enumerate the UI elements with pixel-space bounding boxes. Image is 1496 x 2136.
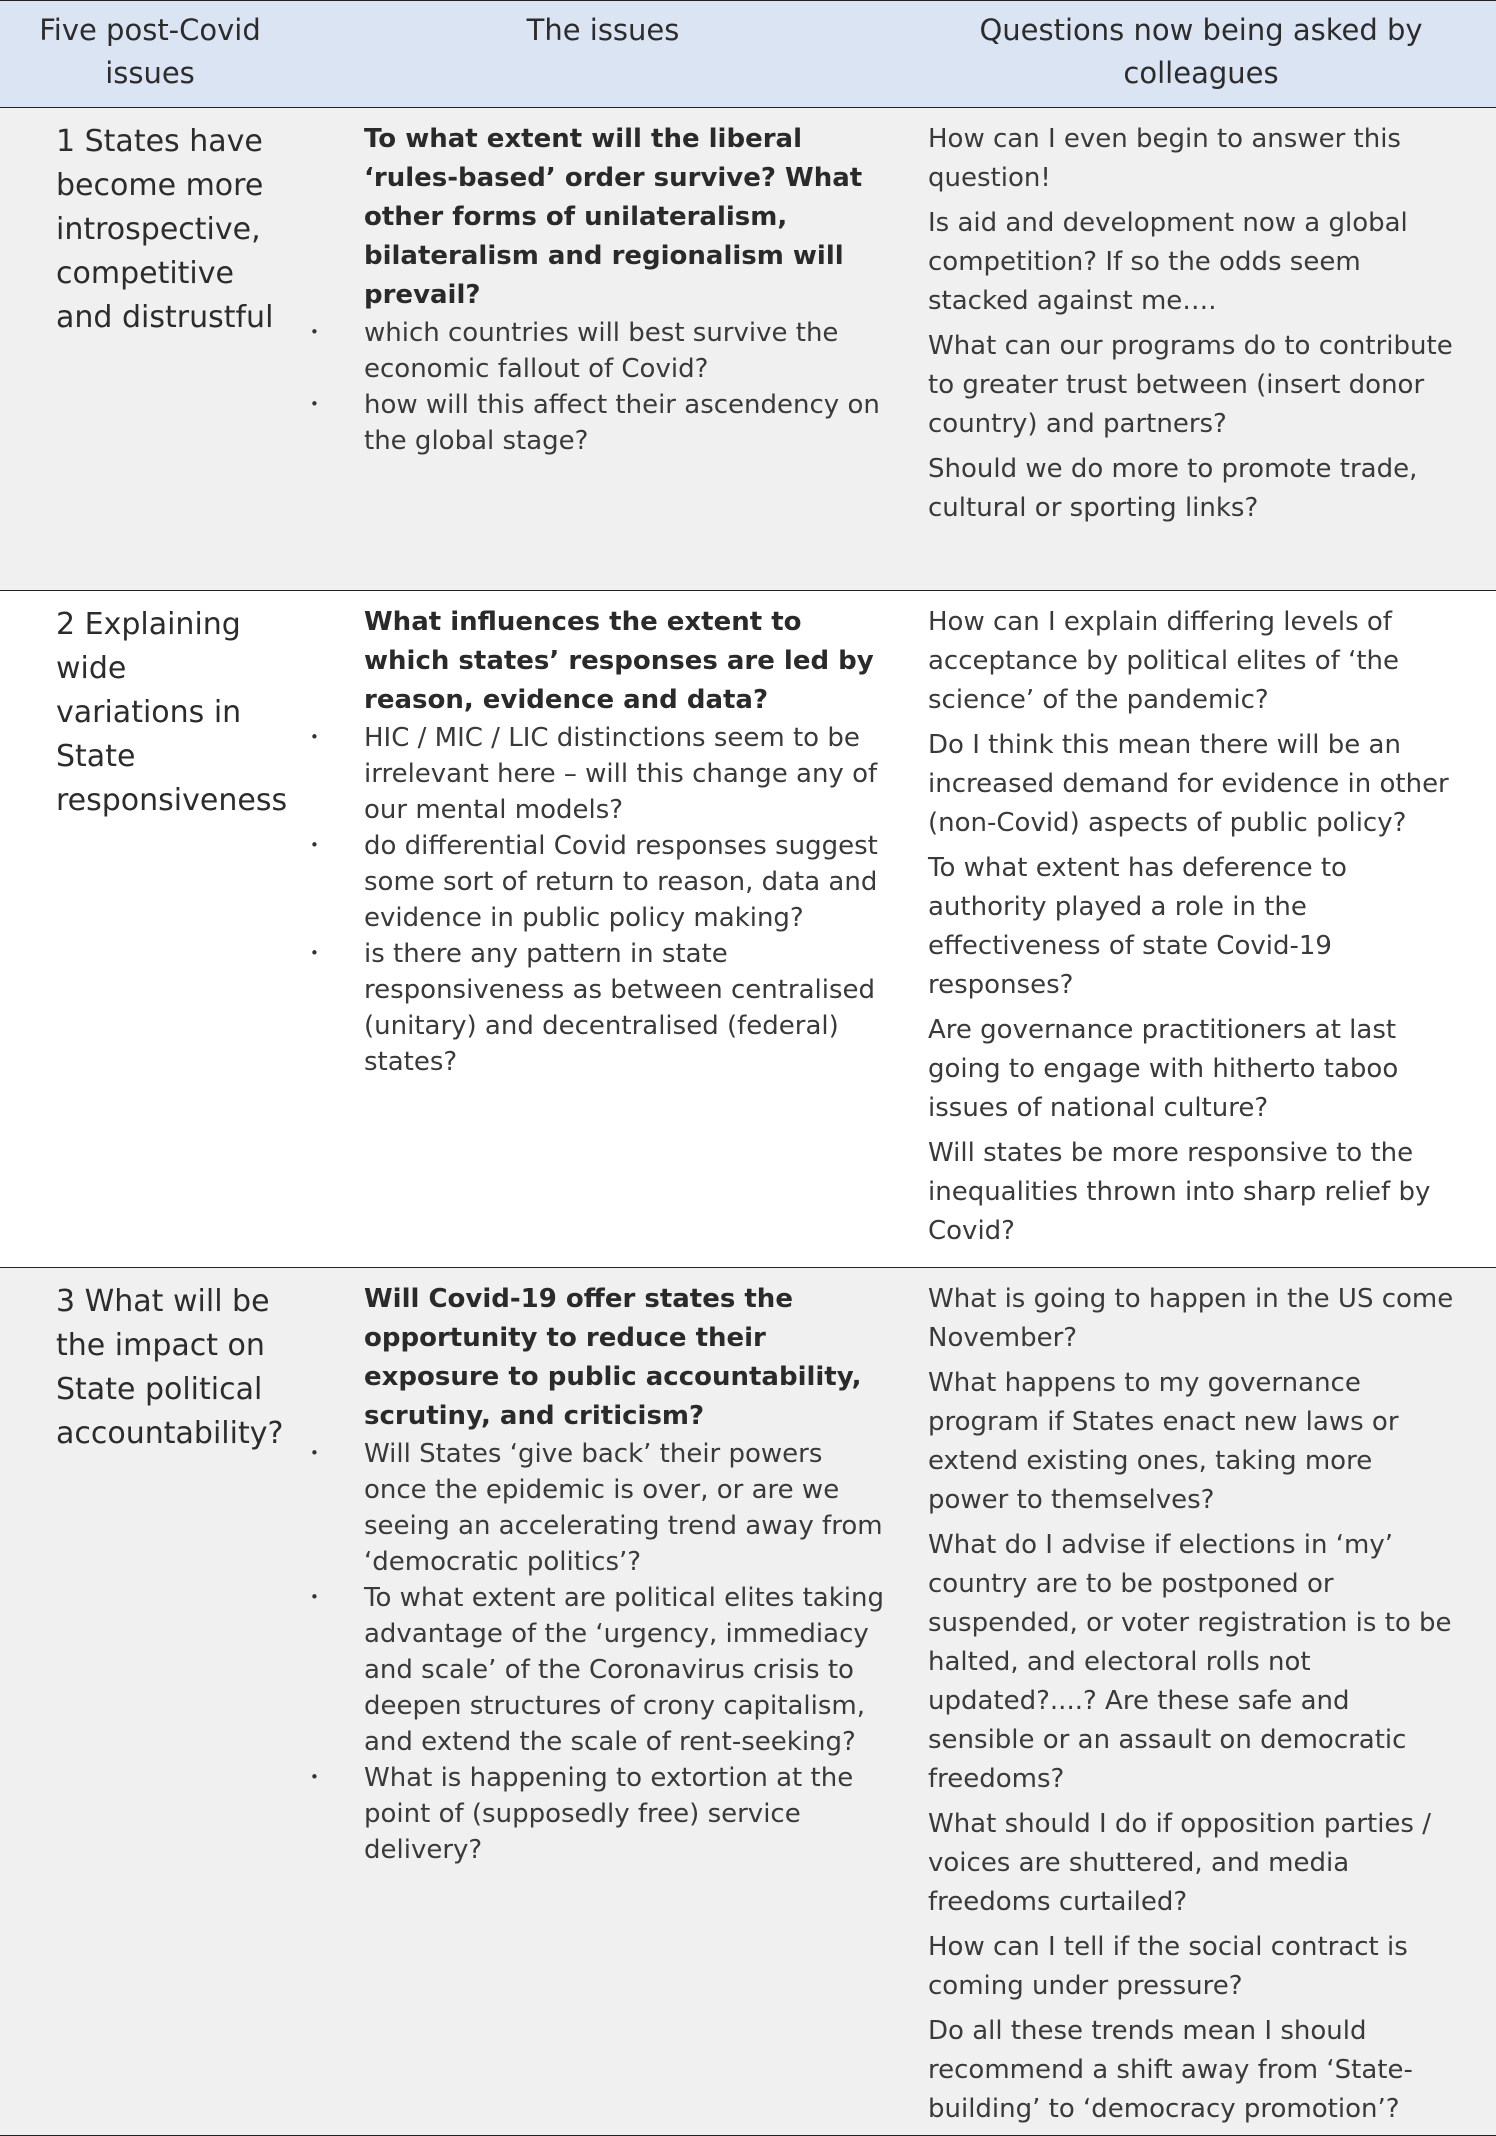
table-row [0,1268,1496,2136]
issue-bullet [300,720,886,828]
table-row [0,108,1496,591]
category-cell [0,108,300,591]
bullet-text: which countries will best survive the economic fallout of Covid? [364,318,839,384]
question-item: Should we do more to promote trade, cultural or sporting links? [928,454,1418,523]
header-five-issues: Five post-Covid issues [0,1,300,108]
header-questions: Questions now being asked by colleagues [906,1,1496,108]
question-item: How can I tell if the social contract is coming under pressure? [928,1932,1408,2001]
bullet-text: What is happening to extortion at the point of (supposedly free) service delivery? [364,1763,854,1865]
bullet-icon: • [310,395,319,413]
question-item: Are governance practitioners at last going to engage with hitherto taboo issues of national culture? [928,1015,1399,1123]
bullet-text: Will States ‘give back’ their powers once the epidemic is over, or are we seeing an accelerating trend away from ‘democratic politics’? [364,1439,883,1577]
issue-bullet [300,936,886,1080]
question-item: Do all these trends mean I should recommend a shift away from ‘State-building’ to ‘democracy promotion’? [928,2016,1413,2124]
issues-cell [300,591,906,1268]
issue-lead-question: What influences the extent to which states’ responses are led by reason, evidence and data? [364,607,874,715]
bullet-text: To what extent are political elites taking advantage of the ‘urgency, immediacy and scale’ of the Coronavirus crisis to deepen structures of crony capitalism, and extend the scale of rent-seeking? [364,1583,884,1757]
issue-lead-question: Will Covid-19 offer states the opportunity to reduce their exposure to public accountability, scrutiny, and criticism? [364,1284,862,1431]
bullet-icon: • [310,728,319,746]
issues-cell [300,1268,906,2136]
question-item: Do I think this mean there will be an increased demand for evidence in other (non-Covid) aspects of public policy? [928,730,1449,838]
issue-bullet-list [300,1436,886,1868]
issue-lead-question: To what extent will the liberal ‘rules-based’ order survive? What other forms of unilateralism, bilateralism and regionalism will prevail? [364,124,863,310]
issue-bullet [300,1436,886,1580]
question-item: Will states be more responsive to the inequalities thrown into sharp relief by Covid? [928,1138,1431,1246]
question-item: What do I advise if elections in ‘my’ country are to be postponed or suspended, or voter registration is to be halted, and electoral rolls not updated?....? Are these safe and sensible or an assault on democratic freedoms? [928,1530,1452,1794]
issue-bullet [300,828,886,936]
category-text: 1 States have become more introspective, competitive and distrustful [56,124,274,335]
questions-cell [906,1268,1496,2136]
category-text: 2 Explaining wide variations in State responsiveness [56,607,288,818]
bullet-icon: • [310,1444,319,1462]
question-item: What should I do if opposition parties / voices are shuttered, and media freedoms curtailed? [928,1809,1432,1917]
bullet-icon: • [310,836,319,854]
bullet-icon: • [310,944,319,962]
header-the-issues: The issues [300,1,906,108]
questions-cell [906,591,1496,1268]
question-item: What can our programs do to contribute to greater trust between (insert donor country) and partners? [928,331,1453,439]
bullet-text: how will this affect their ascendency on the global stage? [364,390,880,456]
header-row [0,1,1496,108]
question-item: Is aid and development now a global competition? If so the odds seem stacked against me…. [928,208,1408,316]
issue-bullet [300,315,886,387]
question-item: To what extent has deference to authority played a role in the effectiveness of state Covid-19 responses? [928,853,1347,1000]
issue-bullet [300,387,886,459]
issue-bullet [300,1580,886,1760]
bullet-text: do differential Covid responses suggest some sort of return to reason, data and evidence in public policy making? [364,831,878,933]
issue-bullet [300,1760,886,1868]
table-row [0,591,1496,1268]
question-item: How can I explain differing levels of acceptance by political elites of ‘the science’ of the pandemic? [928,607,1400,715]
category-cell [0,1268,300,2136]
question-item: What happens to my governance program if States enact new laws or extend existing ones, taking more power to themselves? [928,1368,1399,1515]
questions-cell [906,108,1496,591]
bullet-icon: • [310,323,319,341]
bullet-icon: • [310,1768,319,1786]
question-item: What is going to happen in the US come November? [928,1284,1454,1353]
issue-bullet-list [300,720,886,1080]
category-cell [0,591,300,1268]
bullet-icon: • [310,1588,319,1606]
category-text: 3 What will be the impact on State political accountability? [56,1284,284,1451]
issue-bullet-list [300,315,886,459]
bullet-text: HIC / MIC / LIC distinctions seem to be irrelevant here – will this change any of our mental models? [364,723,878,825]
question-item: How can I even begin to answer this question! [928,124,1401,193]
bullet-text: is there any pattern in state responsiveness as between centralised (unitary) and decentralised (federal) states? [364,939,876,1077]
issues-cell [300,108,906,591]
